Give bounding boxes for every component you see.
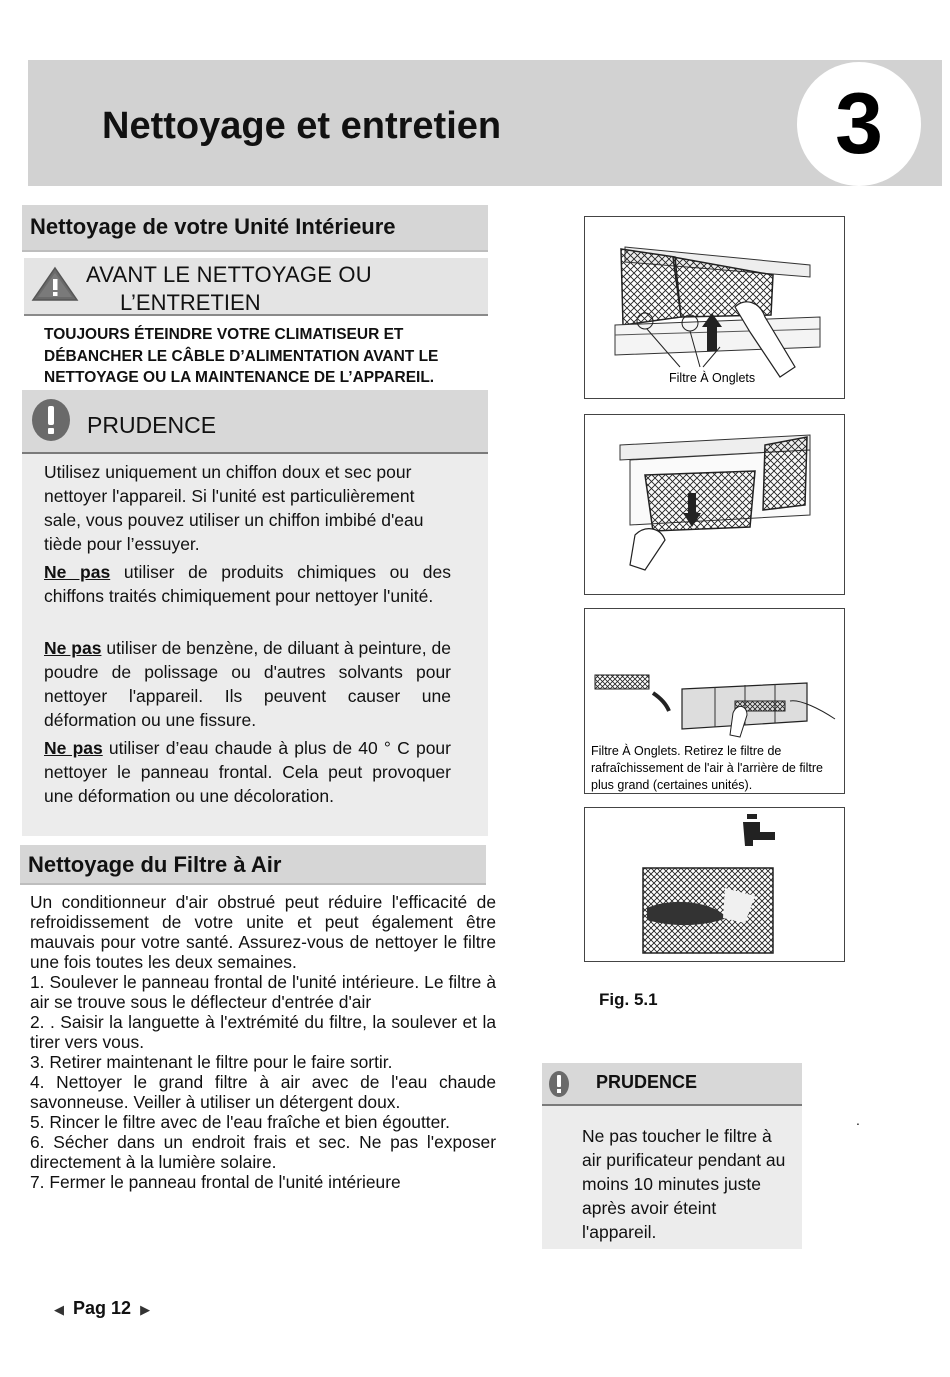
warning-text — [44, 324, 484, 389]
right-caution-title: PRUDENCE — [596, 1072, 698, 1092]
section-heading-air-filter — [20, 845, 486, 885]
warning-line: TOUJOURS ÉTEINDRE VOTRE CLIMATISEUR ET — [44, 326, 404, 343]
warning-title-line1: AVANT LE NETTOYAGE OU — [86, 262, 372, 287]
page-footer — [54, 1298, 150, 1319]
caution-text: utiliser d’eau chaude à plus de 40 ° C pour nettoyer le panneau frontal. Cela peut provoquer une déformation ou une décoloration. — [44, 738, 451, 806]
figure-label: rafraîchissement de l'air à l'arrière de filtre — [591, 761, 823, 775]
filter-step: 3. Retirer maintenant le filtre pour le faire sortir. — [30, 1052, 393, 1072]
right-caution-text: Ne pas toucher le filtre à air purificateur pendant au moins 10 minutes juste après avoir éteint l'appareil. — [582, 1126, 786, 1242]
section-heading-text: Nettoyage de votre Unité Intérieure — [30, 214, 396, 239]
caution-paragraph-2 — [44, 560, 451, 608]
caution-paragraph-3 — [44, 636, 451, 732]
caution-emphasis: Ne pas — [44, 638, 102, 658]
page-number: Pag 12 — [73, 1298, 132, 1318]
filter-instructions — [30, 892, 496, 1192]
next-page-icon[interactable]: ▶ — [140, 1302, 151, 1317]
illustration-filter-pull — [585, 415, 843, 593]
illustration-refresh-filter — [585, 609, 843, 792]
figure-caption: Fig. 5.1 — [599, 990, 658, 1009]
figure-wash-filter — [584, 807, 845, 962]
stray-mark: . — [856, 1112, 860, 1128]
page-title: Nettoyage et entretien — [102, 105, 502, 147]
warning-line: NETTOYAGE OU LA MAINTENANCE DE L’APPAREIL. — [44, 369, 435, 386]
figure-label: plus grand (certaines unités). — [591, 778, 753, 792]
exclamation-icon — [548, 1069, 570, 1099]
filter-step: 7. Fermer le panneau frontal de l'unité intérieure — [30, 1172, 401, 1192]
filter-step: 6. Sécher dans un endroit frais et sec. Ne pas l'exposer directement à la lumière solaire. — [30, 1132, 496, 1172]
section-heading-text: Nettoyage du Filtre à Air — [28, 852, 282, 877]
caution-emphasis: Ne pas — [44, 562, 111, 582]
figure-label: Filtre À Onglets. Retirez le filtre de — [591, 744, 782, 758]
illustration-filter-removal — [585, 217, 843, 397]
filter-step: 4. Nettoyer le grand filtre à air avec de l'eau chaude savonneuse. Veiller à utiliser un détergent doux. — [30, 1072, 496, 1112]
exclamation-icon — [30, 397, 72, 443]
previous-page-icon[interactable]: ◀ — [54, 1302, 64, 1317]
warning-triangle-icon — [31, 266, 79, 302]
filter-step: 2. . Saisir la languette à l'extrémité du filtre, la soulever et la tirer vers vous. — [30, 1012, 496, 1052]
figure-refresh-filter — [584, 608, 845, 794]
filter-step: 5. Rincer le filtre avec de l'eau fraîche et bien égoutter. — [30, 1112, 450, 1132]
caution-text: utiliser de produits chimiques ou des chiffons traités chimiquement pour nettoyer l'unité. — [44, 562, 451, 606]
figure-label: Filtre À Onglets — [669, 371, 756, 385]
figure-lift-panel — [584, 216, 845, 399]
warning-line: DÉBANCHER LE CÂBLE D’ALIMENTATION AVANT LE — [44, 347, 439, 365]
caution-title: PRUDENCE — [87, 412, 217, 438]
chapter-number: 3 — [835, 76, 883, 172]
caution-paragraph-1: Utilisez uniquement un chiffon doux et sec pour nettoyer l'appareil. Si l'unité est particulièrement sale, vous pouvez utiliser un chiffon imbibé d'eau tiède pour l’essuyer. — [44, 462, 424, 554]
caution-paragraph-4 — [44, 736, 451, 808]
warning-title-line2: L’ENTRETIEN — [120, 290, 261, 315]
filter-intro: Un conditionneur d'air obstrué peut réduire l'efficacité de refroidissement de votre unite et peut également être mauvais pour votre santé. Assurez-vous de nettoyer le filtre une fois toutes les deux semaines. — [30, 892, 496, 972]
caution-emphasis: Ne pas — [44, 738, 103, 758]
filter-step: 1. Soulever le panneau frontal de l'unité intérieure. Le filtre à air se trouve sous le déflecteur d'entrée d'air — [30, 972, 496, 1012]
section-heading-indoor-cleaning — [22, 205, 488, 252]
figure-pull-filter — [584, 414, 845, 595]
illustration-faucet-rinse — [585, 808, 843, 960]
caution-text: utiliser de benzène, de diluant à peinture, de poudre de polissage ou d'autres solvants pour nettoyer l'appareil. Ils peuvent causer une déformation ou une fissure. — [44, 638, 452, 730]
